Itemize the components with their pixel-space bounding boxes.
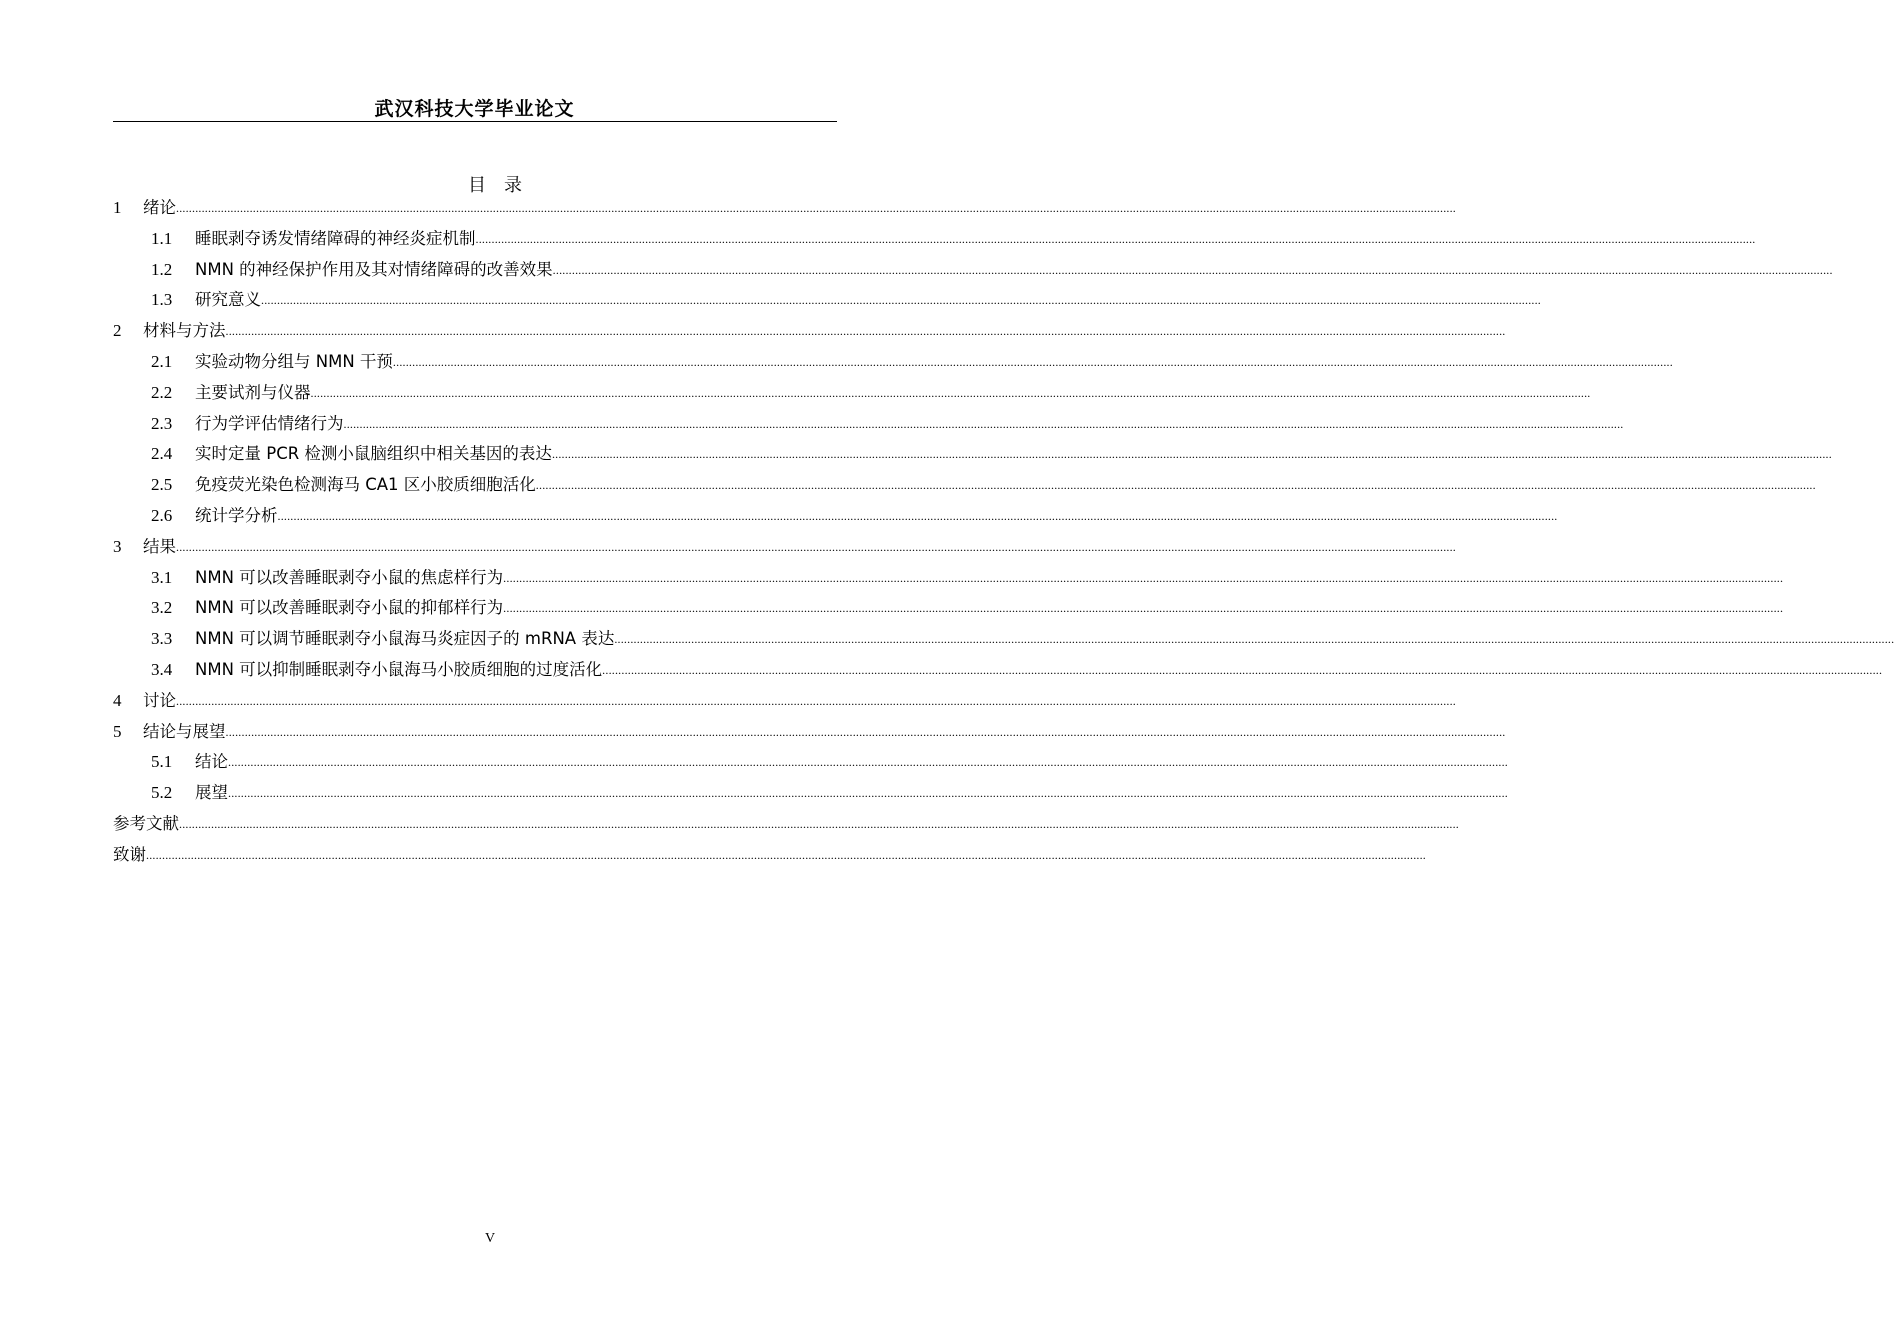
toc-entry-number: 2.4 (151, 444, 173, 464)
document-header-title: 武汉科技大学毕业论文 (374, 98, 575, 120)
toc-dot-leader: ................................................................................................................................................................................................................................................................................................................................................................................................................ (602, 662, 1883, 677)
toc-dot-leader: ................................................................................................................................................................................................................................................................................................................................................................................................................ (535, 478, 1816, 493)
toc-entry-number: 2.5 (151, 475, 173, 495)
toc-entry-title: 讨论 (143, 690, 176, 710)
toc-dot-leader: ................................................................................................................................................................................................................................................................................................................................................................................................................ (343, 416, 1624, 431)
toc-entry-title: 材料与方法 (143, 321, 226, 341)
toc-entry-title: 致谢 (113, 844, 146, 864)
toc-dot-leader: ................................................................................................................................................................................................................................................................................................................................................................................................................ (228, 786, 1508, 801)
toc-entry-number: 2.3 (151, 413, 173, 433)
toc-entry[interactable] (113, 624, 1894, 655)
toc-entry-title: 主要试剂与仪器 (195, 382, 311, 402)
toc-entry-title: 统计学分析 (195, 505, 278, 525)
toc-heading: 目 录 (468, 175, 522, 196)
toc-dot-leader: ................................................................................................................................................................................................................................................................................................................................................................................................................ (551, 447, 1832, 462)
toc-entry-title: 睡眠剥夺诱发情绪障碍的神经炎症机制 (195, 228, 476, 248)
toc-entry-title: NMN 可以改善睡眠剥夺小鼠的抑郁样行为 (195, 598, 504, 618)
toc-entry[interactable] (113, 470, 1816, 501)
toc-entry-title: 结果 (143, 536, 176, 556)
toc-dot-leader: ................................................................................................................................................................................................................................................................................................................................................................................................................ (552, 262, 1833, 277)
toc-entry-title: 实时定量 PCR 检测小鼠脑组织中相关基因的表达 (195, 444, 552, 464)
toc-entry-title: 展望 (195, 783, 228, 803)
toc-entry[interactable] (113, 686, 1456, 717)
toc-entry-number: 2.1 (151, 351, 173, 371)
toc-entry-title: NMN 可以调节睡眠剥夺小鼠海马炎症因子的 mRNA 表达 (195, 629, 615, 649)
toc-entry[interactable] (113, 809, 1459, 840)
toc-entry[interactable] (113, 532, 1456, 563)
toc-entry[interactable] (113, 655, 1883, 686)
toc-entry-number: 2 (113, 321, 122, 341)
toc-dot-leader: ................................................................................................................................................................................................................................................................................................................................................................................................................ (225, 324, 1506, 339)
toc-entry-title: 免疫荧光染色检测海马 CA1 区小胶质细胞活化 (195, 475, 536, 495)
toc-entry[interactable] (113, 439, 1832, 470)
toc-entry-number: 5.2 (151, 783, 173, 803)
toc-entry[interactable] (113, 378, 1591, 409)
page-number: V (484, 1231, 496, 1246)
toc-entry[interactable] (113, 593, 1784, 624)
toc-dot-leader: ................................................................................................................................................................................................................................................................................................................................................................................................................ (392, 354, 1673, 369)
toc-dot-leader: ................................................................................................................................................................................................................................................................................................................................................................................................................ (261, 293, 1541, 308)
toc-entry-number: 3.4 (151, 659, 173, 679)
toc-entry-title: 实验动物分组与 NMN 干预 (195, 351, 393, 371)
table-of-contents (113, 193, 1894, 871)
toc-entry[interactable] (113, 409, 1624, 440)
toc-entry-title: 参考文献 (113, 813, 179, 833)
toc-dot-leader: ................................................................................................................................................................................................................................................................................................................................................................................................................ (176, 539, 1456, 554)
toc-dot-leader: ................................................................................................................................................................................................................................................................................................................................................................................................................ (277, 508, 1558, 523)
toc-entry[interactable] (113, 778, 1508, 809)
toc-entry[interactable] (113, 285, 1541, 316)
toc-dot-leader: ................................................................................................................................................................................................................................................................................................................................................................................................................ (475, 231, 1756, 246)
toc-entry-number: 2.2 (151, 382, 173, 402)
toc-entry-title: NMN 可以抑制睡眠剥夺小鼠海马小胶质细胞的过度活化 (195, 659, 603, 679)
toc-dot-leader: ................................................................................................................................................................................................................................................................................................................................................................................................................ (503, 570, 1784, 585)
toc-entry-number: 1 (113, 198, 122, 217)
toc-entry-number: 4 (113, 690, 122, 710)
toc-dot-leader: ................................................................................................................................................................................................................................................................................................................................................................................................................ (310, 385, 1591, 400)
toc-entry[interactable] (113, 224, 1756, 255)
toc-entry-title: NMN 的神经保护作用及其对情绪障碍的改善效果 (195, 259, 553, 279)
toc-entry-title: 研究意义 (195, 290, 261, 310)
toc-entry-title: 行为学评估情绪行为 (195, 413, 344, 433)
toc-entry[interactable] (113, 501, 1558, 532)
toc-entry[interactable] (113, 347, 1673, 378)
toc-entry[interactable] (113, 747, 1508, 778)
toc-dot-leader: ................................................................................................................................................................................................................................................................................................................................................................................................................ (179, 816, 1459, 831)
toc-dot-leader: ................................................................................................................................................................................................................................................................................................................................................................................................................ (225, 724, 1506, 739)
toc-entry-number: 5 (113, 721, 122, 741)
toc-entry-number: 1.2 (151, 259, 173, 279)
toc-entry[interactable] (113, 193, 1456, 224)
toc-entry-title: 结论 (195, 752, 228, 772)
toc-entry[interactable] (113, 255, 1833, 286)
toc-entry-number: 1.1 (151, 228, 173, 248)
toc-dot-leader: ................................................................................................................................................................................................................................................................................................................................................................................................................ (503, 601, 1784, 616)
toc-entry-number: 3.1 (151, 567, 173, 587)
toc-entry[interactable] (113, 563, 1784, 594)
toc-entry-number: 3.2 (151, 598, 173, 618)
toc-dot-leader: ................................................................................................................................................................................................................................................................................................................................................................................................................ (146, 847, 1426, 862)
toc-entry-number: 2.6 (151, 505, 173, 525)
header-divider (113, 121, 837, 122)
toc-entry-number: 3.3 (151, 629, 173, 649)
toc-entry-title: 绪论 (143, 198, 176, 217)
toc-entry-number: 5.1 (151, 752, 173, 772)
toc-entry-number: 3 (113, 536, 122, 556)
toc-entry[interactable] (113, 717, 1506, 748)
toc-entry-title: 结论与展望 (143, 721, 226, 741)
toc-dot-leader: ................................................................................................................................................................................................................................................................................................................................................................................................................ (614, 632, 1894, 647)
toc-entry[interactable] (113, 840, 1426, 871)
toc-entry-title: NMN 可以改善睡眠剥夺小鼠的焦虑样行为 (195, 567, 504, 587)
toc-entry-number: 1.3 (151, 290, 173, 310)
toc-dot-leader: ................................................................................................................................................................................................................................................................................................................................................................................................................ (176, 693, 1456, 708)
toc-entry[interactable] (113, 316, 1506, 347)
toc-dot-leader: ................................................................................................................................................................................................................................................................................................................................................................................................................ (176, 201, 1456, 215)
toc-dot-leader: ................................................................................................................................................................................................................................................................................................................................................................................................................ (228, 755, 1508, 770)
